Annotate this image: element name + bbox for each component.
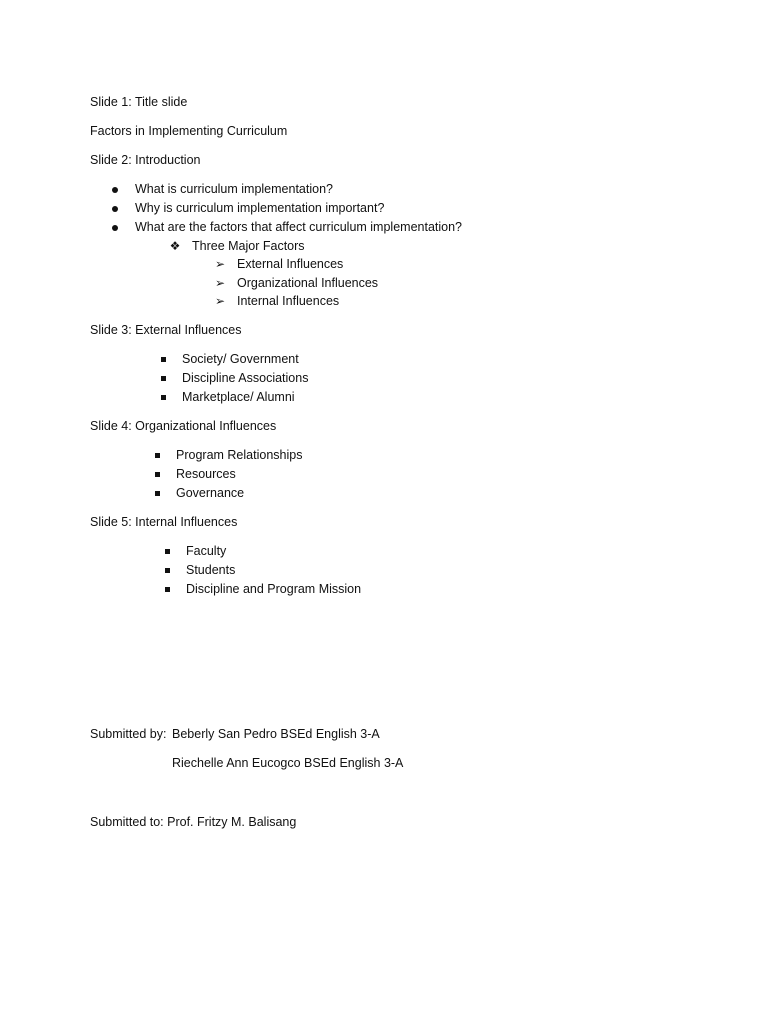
slide2-bullet-1: What is curriculum implementation? <box>135 182 333 196</box>
submitted-to: Submitted to: Prof. Fritzy M. Balisang <box>90 815 297 829</box>
diamond-bullet-icon: ❖ <box>169 239 181 253</box>
square-bullet-icon <box>156 370 170 386</box>
slide4-item-1: Program Relationships <box>176 448 303 462</box>
arrow-bullet-icon: ➢ <box>214 257 226 271</box>
slide4-item-3: Governance <box>176 486 245 500</box>
square-bullet-icon <box>160 581 174 597</box>
slide4-item-2: Resources <box>176 467 236 481</box>
bullet-dot-icon <box>108 200 122 216</box>
slide1-title: Factors in Implementing Curriculum <box>90 124 288 138</box>
slide5-item-2: Students <box>186 563 236 577</box>
slide2-sub-item-1: External Influences <box>237 257 344 271</box>
slide2-sub-item-3: Internal Influences <box>237 294 340 308</box>
square-bullet-icon <box>156 389 170 405</box>
slide2-sub-item-2: Organizational Influences <box>237 276 379 290</box>
slide2-heading: Slide 2: Introduction <box>90 153 201 167</box>
slide2-sub-heading: Three Major Factors <box>192 239 305 253</box>
square-bullet-icon <box>160 543 174 559</box>
square-bullet-icon <box>150 447 164 463</box>
square-bullet-icon <box>150 485 164 501</box>
arrow-bullet-icon: ➢ <box>214 294 226 308</box>
slide3-heading: Slide 3: External Influences <box>90 323 242 337</box>
slide3-item-3: Marketplace/ Alumni <box>182 390 295 404</box>
slide2-bullet-3: What are the factors that affect curriculum implementation? <box>135 220 463 234</box>
submitted-by-label: Submitted by: <box>90 727 167 741</box>
slide5-item-1: Faculty <box>186 544 227 558</box>
slide5-heading: Slide 5: Internal Influences <box>90 515 238 529</box>
slide1-heading: Slide 1: Title slide <box>90 95 188 109</box>
square-bullet-icon <box>156 351 170 367</box>
slide3-item-1: Society/ Government <box>182 352 299 366</box>
bullet-dot-icon <box>108 219 122 235</box>
slide5-item-3: Discipline and Program Mission <box>186 582 362 596</box>
bullet-dot-icon <box>108 181 122 197</box>
slide3-item-2: Discipline Associations <box>182 371 309 385</box>
submitter-2: Riechelle Ann Eucogco BSEd English 3-A <box>172 756 404 770</box>
arrow-bullet-icon: ➢ <box>214 276 226 290</box>
square-bullet-icon <box>160 562 174 578</box>
slide2-bullet-2: Why is curriculum implementation important? <box>135 201 385 215</box>
slide4-heading: Slide 4: Organizational Influences <box>90 419 277 433</box>
square-bullet-icon <box>150 466 164 482</box>
submitter-1: Beberly San Pedro BSEd English 3-A <box>172 727 380 741</box>
